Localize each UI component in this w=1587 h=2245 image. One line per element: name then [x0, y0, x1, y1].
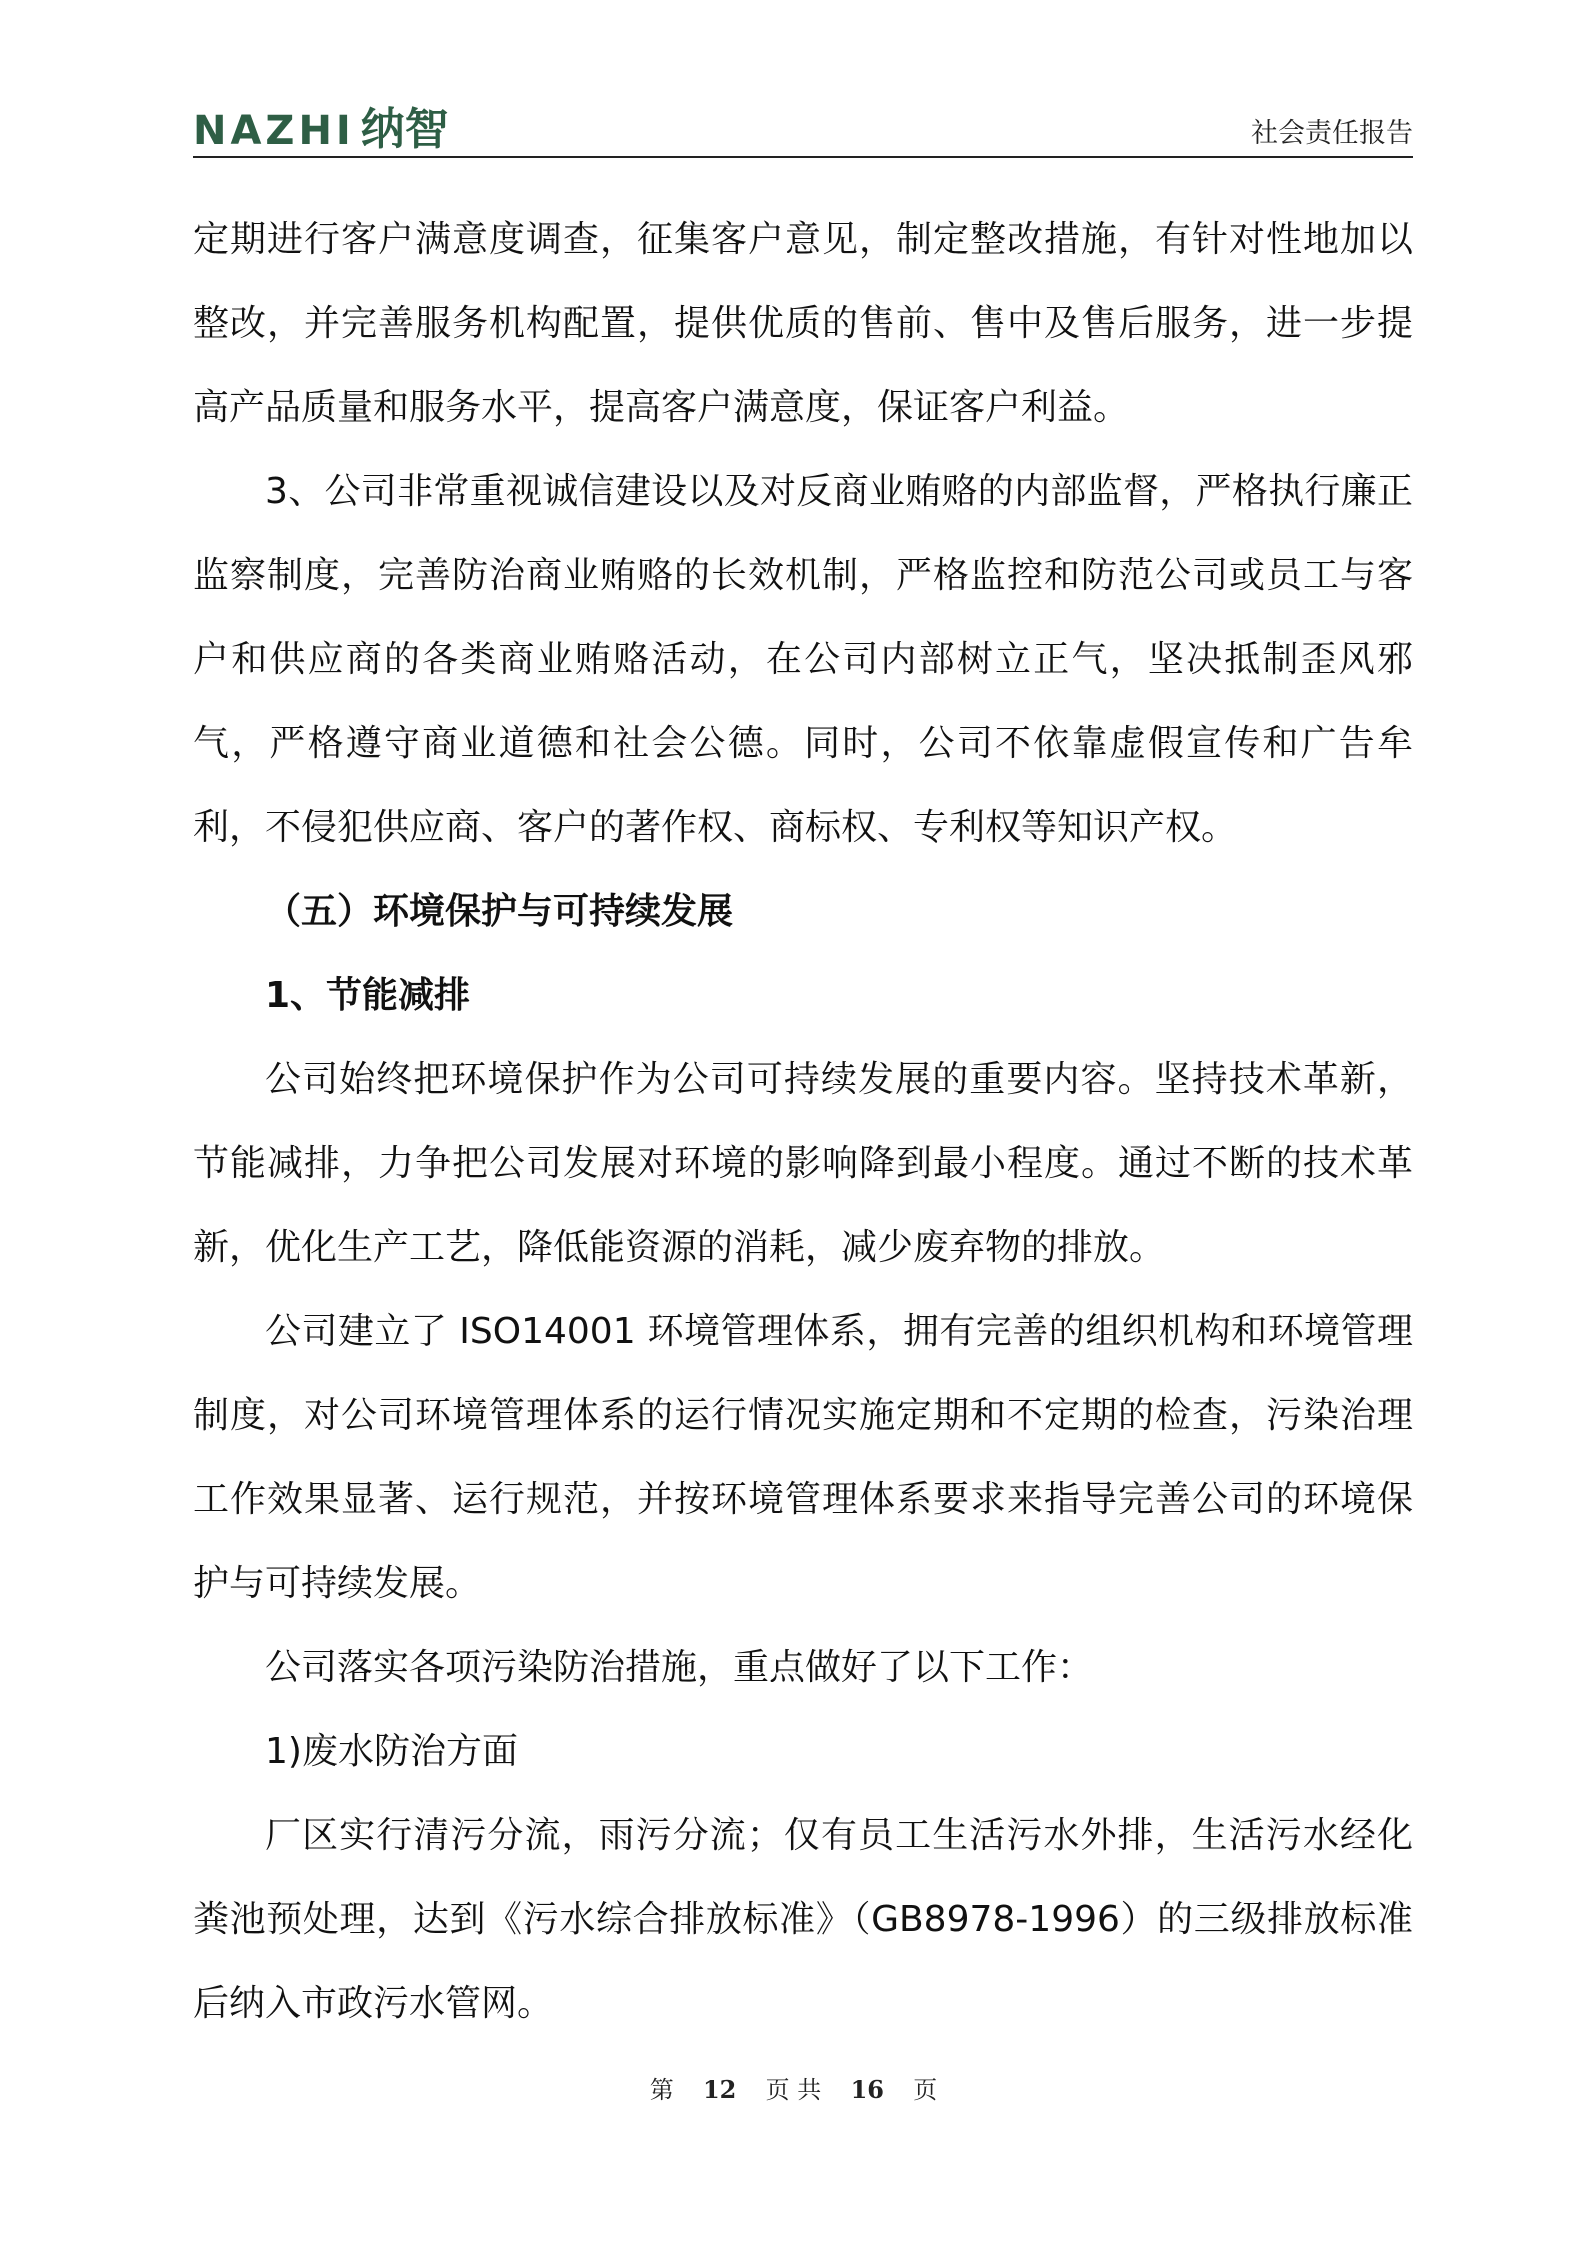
paragraph-wastewater-heading: 1)废水防治方面	[265, 1731, 518, 1772]
total-page-number: 16	[850, 2075, 884, 2104]
paragraph-wastewater-detail: 厂区实行清污分流，雨污分流；仅有员工生活污水外排，生活污水经化粪池预处理，达到《污水综合排放标准》（GB8978-1996）的三级排放标准后纳入市政污水管网。	[193, 1815, 1413, 2024]
paragraph-iso14001: 公司建立了 ISO14001 环境管理体系，拥有完善的组织机构和环境管理制度，对公司环境管理体系的运行情况实施定期和不定期的检查，污染治理工作效果显著、运行规范，并按环境管理体系要求来指导完善公司的环境保护与可持续发展。	[193, 1311, 1413, 1604]
current-page-number: 12	[702, 2075, 737, 2104]
company-logo	[193, 104, 449, 154]
paragraph-anti-bribery: 3、公司非常重视诚信建设以及对反商业贿赂的内部监督，严格执行廉正监察制度，完善防治商业贿赂的长效机制，严格监控和防范公司或员工与客户和供应商的各类商业贿赂活动，在公司内部树立正气，坚决抵制歪风邪气，严格遵守商业道德和社会公德。同时，公司不依靠虚假宣传和广告牟利，不侵犯供应商、客户的著作权、商标权、专利权等知识产权。	[193, 471, 1413, 848]
page-footer	[0, 2075, 1587, 2105]
logo-latin-text: NAZHI	[193, 108, 355, 154]
report-title: 社会责任报告	[1251, 118, 1413, 149]
footer-prefix: 第	[649, 2076, 674, 2104]
page-header	[193, 100, 1413, 158]
document-body	[193, 198, 1413, 2046]
paragraph-customer-satisfaction: 定期进行客户满意度调查，征集客户意见，制定整改措施，有针对性地加以整改，并完善服务机构配置，提供优质的售前、售中及售后服务，进一步提高产品质量和服务水平，提高客户满意度，保证客户利益。	[193, 219, 1413, 428]
section-heading-environment: （五）环境保护与可持续发展	[265, 891, 734, 932]
paragraph-pollution-measures: 公司落实各项污染防治措施，重点做好了以下工作：	[265, 1647, 1094, 1688]
footer-suffix: 页	[913, 2076, 938, 2104]
footer-middle: 页 共	[765, 2076, 822, 2104]
paragraph-energy-saving: 公司始终把环境保护作为公司可持续发展的重要内容。坚持技术革新，节能减排，力争把公司发展对环境的影响降到最小程度。通过不断的技术革新，优化生产工艺，降低能资源的消耗，减少废弃物的排放。	[193, 1059, 1413, 1268]
subsection-heading-energy: 1、节能减排	[265, 975, 471, 1016]
logo-cjk-text: 纳智	[360, 104, 449, 155]
